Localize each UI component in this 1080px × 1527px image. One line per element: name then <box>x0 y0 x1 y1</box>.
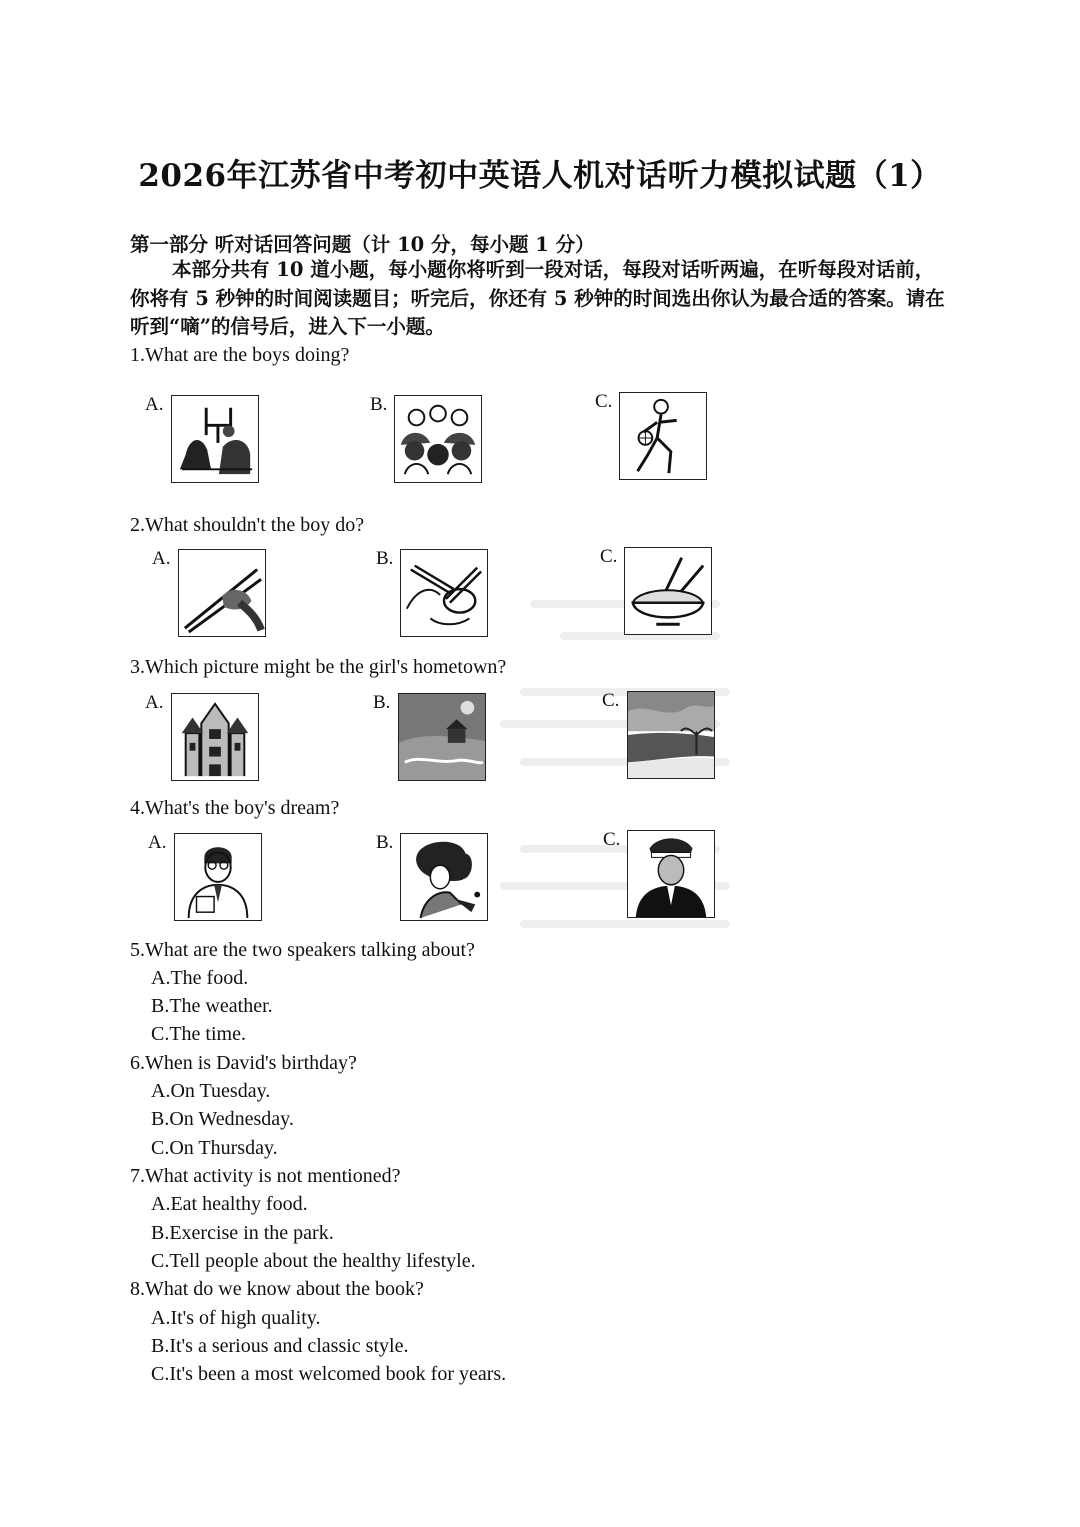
option-a[interactable]: A.The food. <box>151 967 249 989</box>
option-c[interactable]: C.It's been a most welcomed book for years. <box>151 1363 507 1385</box>
question-3: 3.Which picture might be the girl's hometown? <box>130 656 507 678</box>
question-6: 6.When is David's birthday? <box>130 1052 357 1074</box>
question-7: 7.What activity is not mentioned? <box>130 1165 401 1187</box>
option-a[interactable]: A.Eat healthy food. <box>151 1193 308 1215</box>
option-label-c: C. <box>603 829 621 850</box>
group-of-boys-icon[interactable] <box>394 395 482 483</box>
page-title: 2026年江苏省中考初中英语人机对话听力模拟试题（1） <box>138 158 942 194</box>
option-label-a: A. <box>148 832 167 853</box>
chopsticks-in-hand-icon[interactable] <box>178 549 266 637</box>
question-4: 4.What's the boy's dream? <box>130 797 340 819</box>
option-c[interactable]: C.The time. <box>151 1023 246 1045</box>
castle-icon[interactable] <box>171 693 259 781</box>
scientist-icon[interactable] <box>400 833 488 921</box>
option-b[interactable]: B.The weather. <box>151 995 273 1017</box>
chopsticks-in-rice-icon[interactable] <box>624 547 712 635</box>
question-2: 2.What shouldn't the boy do? <box>130 514 365 536</box>
option-label-b: B. <box>373 692 391 713</box>
option-b[interactable]: B.On Wednesday. <box>151 1108 294 1130</box>
captain-icon[interactable] <box>627 830 715 918</box>
option-a[interactable]: A.It's of high quality. <box>151 1307 321 1329</box>
option-b[interactable]: B.It's a serious and classic style. <box>151 1335 409 1357</box>
option-label-a: A. <box>145 394 164 415</box>
section-intro: 本部分共有 10 道小题，每小题你将听到一段对话，每段对话听两遍，在听每段对话前，你将有 5 秒钟的时间阅读题目；听完后，你还有 5 秒钟的时间选出你认为最合适的答案。请在听到“嘀”的信号后，进入下一小题。 <box>130 258 945 338</box>
option-b[interactable]: B.Exercise in the park. <box>151 1222 334 1244</box>
option-label-b: B. <box>376 548 394 569</box>
question-5: 5.What are the two speakers talking about? <box>130 939 475 961</box>
countryside-icon[interactable] <box>398 693 486 781</box>
option-label-b: B. <box>370 394 388 415</box>
seaside-icon[interactable] <box>627 691 715 779</box>
option-label-c: C. <box>602 690 620 711</box>
bleed-through-mark <box>520 920 730 928</box>
football-players-icon[interactable] <box>171 395 259 483</box>
option-c[interactable]: C.On Thursday. <box>151 1137 278 1159</box>
option-c[interactable]: C.Tell people about the healthy lifestyle. <box>151 1250 476 1272</box>
option-label-c: C. <box>600 546 618 567</box>
option-label-b: B. <box>376 832 394 853</box>
option-a[interactable]: A.On Tuesday. <box>151 1080 271 1102</box>
chopsticks-bowl-icon[interactable] <box>400 549 488 637</box>
option-label-c: C. <box>595 391 613 412</box>
option-label-a: A. <box>145 692 164 713</box>
doctor-icon[interactable] <box>174 833 262 921</box>
question-8: 8.What do we know about the book? <box>130 1278 424 1300</box>
section-heading: 第一部分 听对话回答问题（计 10 分，每小题 1 分） <box>130 233 595 256</box>
option-label-a: A. <box>152 548 171 569</box>
basketball-player-icon[interactable] <box>619 392 707 480</box>
question-1: 1.What are the boys doing? <box>130 344 350 366</box>
